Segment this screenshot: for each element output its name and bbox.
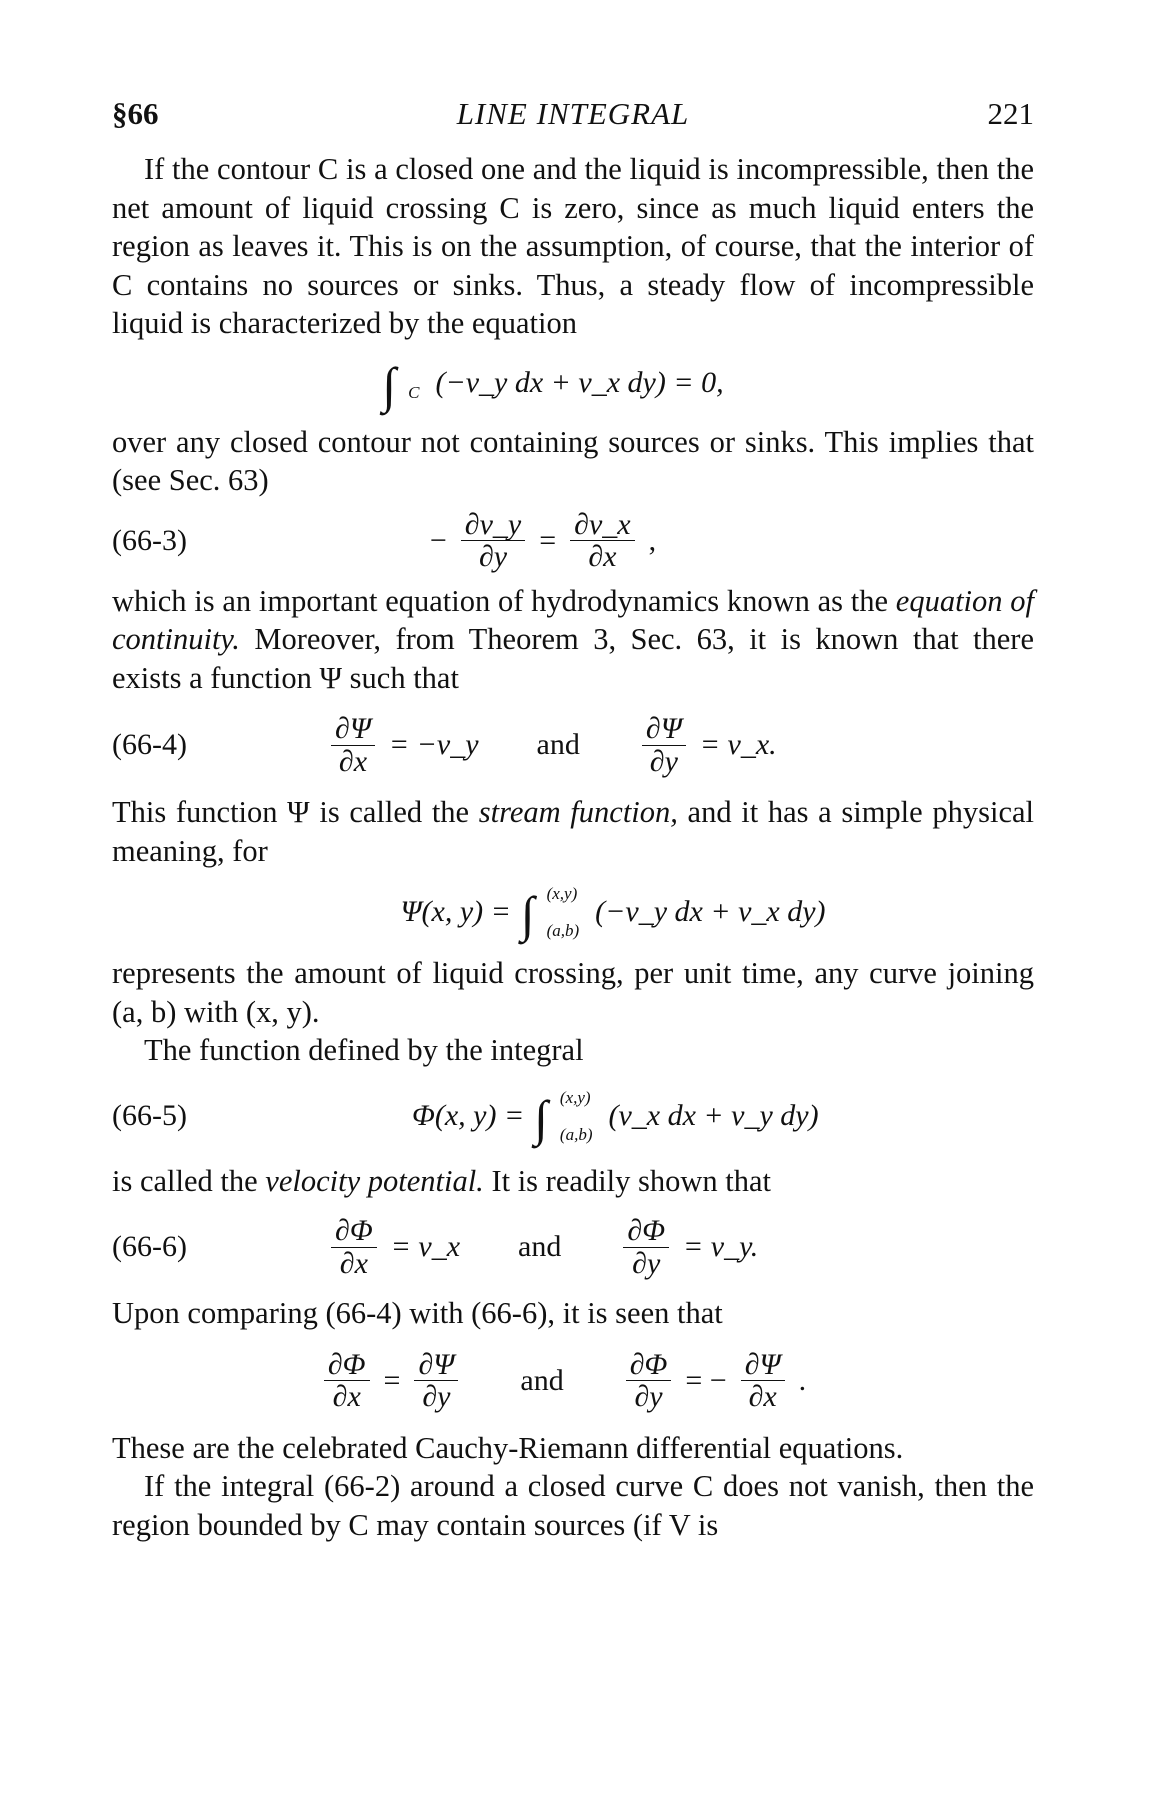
equals-minus: = −: [685, 1363, 727, 1397]
equation-cauchy-riemann: [112, 1333, 1034, 1429]
integral-lower-limit: (a,b): [559, 1124, 593, 1144]
period: .: [798, 1363, 807, 1397]
paragraph-6: The function defined by the integral: [144, 1033, 584, 1067]
equation-number: (66-6): [112, 1230, 187, 1263]
paragraph-1: If the contour C is a closed one and the liquid is incompressible, then the net amount of liquid crossing C is zero, since as much liquid enters the region as leaves it. This is on the assumption, of course, that the interior of C contains no sources or sinks. Thus, a steady flow of incompressible liquid is characterized by the equation: [112, 152, 1034, 340]
denominator: ∂y: [422, 1380, 451, 1413]
paragraph-5: represents the amount of liquid crossing, per unit time, any curve joining (a, b) with (x, y).: [112, 956, 1034, 1029]
denominator: ∂y: [478, 540, 508, 573]
integral-lower-limit: C: [408, 383, 420, 402]
integral-sign: ∫: [520, 886, 535, 942]
conjunction: and: [518, 1230, 562, 1263]
numerator: ∂Ψ: [331, 713, 375, 746]
rhs: = v_x: [390, 1230, 461, 1263]
denominator: ∂y: [634, 1380, 663, 1413]
numerator: ∂Φ: [331, 1215, 377, 1248]
denominator: ∂y: [632, 1246, 661, 1280]
emphasis: equation of continuity.: [112, 583, 1034, 656]
numerator: ∂v_y: [461, 509, 525, 542]
conjunction: and: [536, 728, 580, 761]
numerator: ∂v_x: [570, 509, 634, 542]
conjunction: and: [520, 1363, 564, 1397]
denominator: ∂x: [588, 540, 617, 573]
text-run: This function Ψ is called the: [112, 795, 479, 829]
rhs: = v_y.: [683, 1230, 759, 1263]
rhs: = −v_y: [388, 728, 479, 761]
lhs: Ψ(x, y) =: [400, 895, 511, 928]
integral-sign: ∫: [534, 1089, 548, 1146]
equation-66-4: [112, 697, 1034, 793]
paragraph-8: Upon comparing (66-4) with (66-6), it is seen that: [112, 1296, 723, 1330]
equation-number: (66-4): [112, 728, 187, 761]
paragraph-9: These are the celebrated Cauchy-Riemann differential equations.: [112, 1430, 904, 1465]
text-run: is called the: [112, 1163, 266, 1198]
emphasis: velocity potential.: [265, 1163, 484, 1198]
numerator: ∂Φ: [324, 1349, 370, 1382]
denominator: ∂y: [649, 744, 678, 778]
integrand: (−v_y dx + v_x dy) = 0,: [435, 365, 724, 399]
text-run: It is readily shown that: [483, 1163, 771, 1198]
text-run: which is an important equation of hydrodynamics known as the: [112, 583, 896, 618]
minus-sign: −: [429, 523, 447, 557]
numerator: ∂Ψ: [741, 1349, 785, 1382]
text-run: and it has a simple physical meaning, for: [112, 795, 1034, 868]
paragraph-3: [112, 582, 1034, 698]
paragraph-2: over any closed contour not containing sources or sinks. This implies that (see Sec. 63): [112, 424, 1034, 497]
integral-upper-limit: (x,y): [559, 1087, 591, 1107]
integrand: (−v_y dx + v_x dy): [595, 895, 826, 928]
numerator: ∂Ψ: [642, 713, 686, 746]
integrand: (v_x dx + v_y dy): [608, 1098, 819, 1132]
comma: ,: [648, 523, 657, 557]
paragraph-4: [112, 793, 1034, 870]
lhs: Φ(x, y) =: [412, 1098, 525, 1132]
denominator: ∂x: [748, 1380, 777, 1413]
integral-lower-limit: (a,b): [546, 921, 580, 940]
denominator: ∂x: [338, 744, 368, 778]
paragraph-7: [112, 1162, 1034, 1201]
equals-sign: =: [383, 1363, 401, 1397]
equals-sign: =: [539, 523, 557, 557]
integral-sign: ∫: [382, 356, 397, 413]
equation-stream-function: [112, 870, 1034, 954]
equation-closed-integral: [112, 343, 1034, 423]
text-run: Moreover, from Theorem 3, Sec. 63, it is known that there exists a function Ψ such that: [112, 622, 1034, 695]
equation-number: (66-3): [112, 523, 187, 557]
denominator: ∂x: [332, 1380, 361, 1413]
running-title: LINE INTEGRAL: [456, 96, 690, 131]
numerator: ∂Φ: [623, 1215, 669, 1248]
paragraph-10: If the integral (66-2) around a closed curve C does not vanish, then the region bounded by C may contain sources (if V is: [112, 1469, 1034, 1542]
page-number: 221: [987, 96, 1034, 131]
numerator: ∂Ψ: [414, 1349, 458, 1382]
equation-number: (66-5): [112, 1098, 187, 1132]
emphasis: stream function,: [478, 795, 678, 829]
page: [112, 96, 1034, 1544]
equation-66-6: [112, 1200, 1034, 1294]
integral-upper-limit: (x,y): [546, 884, 578, 903]
numerator: ∂Φ: [626, 1349, 672, 1382]
rhs: = v_x.: [699, 728, 777, 761]
running-header: [112, 96, 1034, 132]
section-number: §66: [112, 96, 159, 131]
denominator: ∂x: [339, 1246, 368, 1280]
equation-66-3: [112, 500, 1034, 582]
equation-66-5: [112, 1070, 1034, 1162]
